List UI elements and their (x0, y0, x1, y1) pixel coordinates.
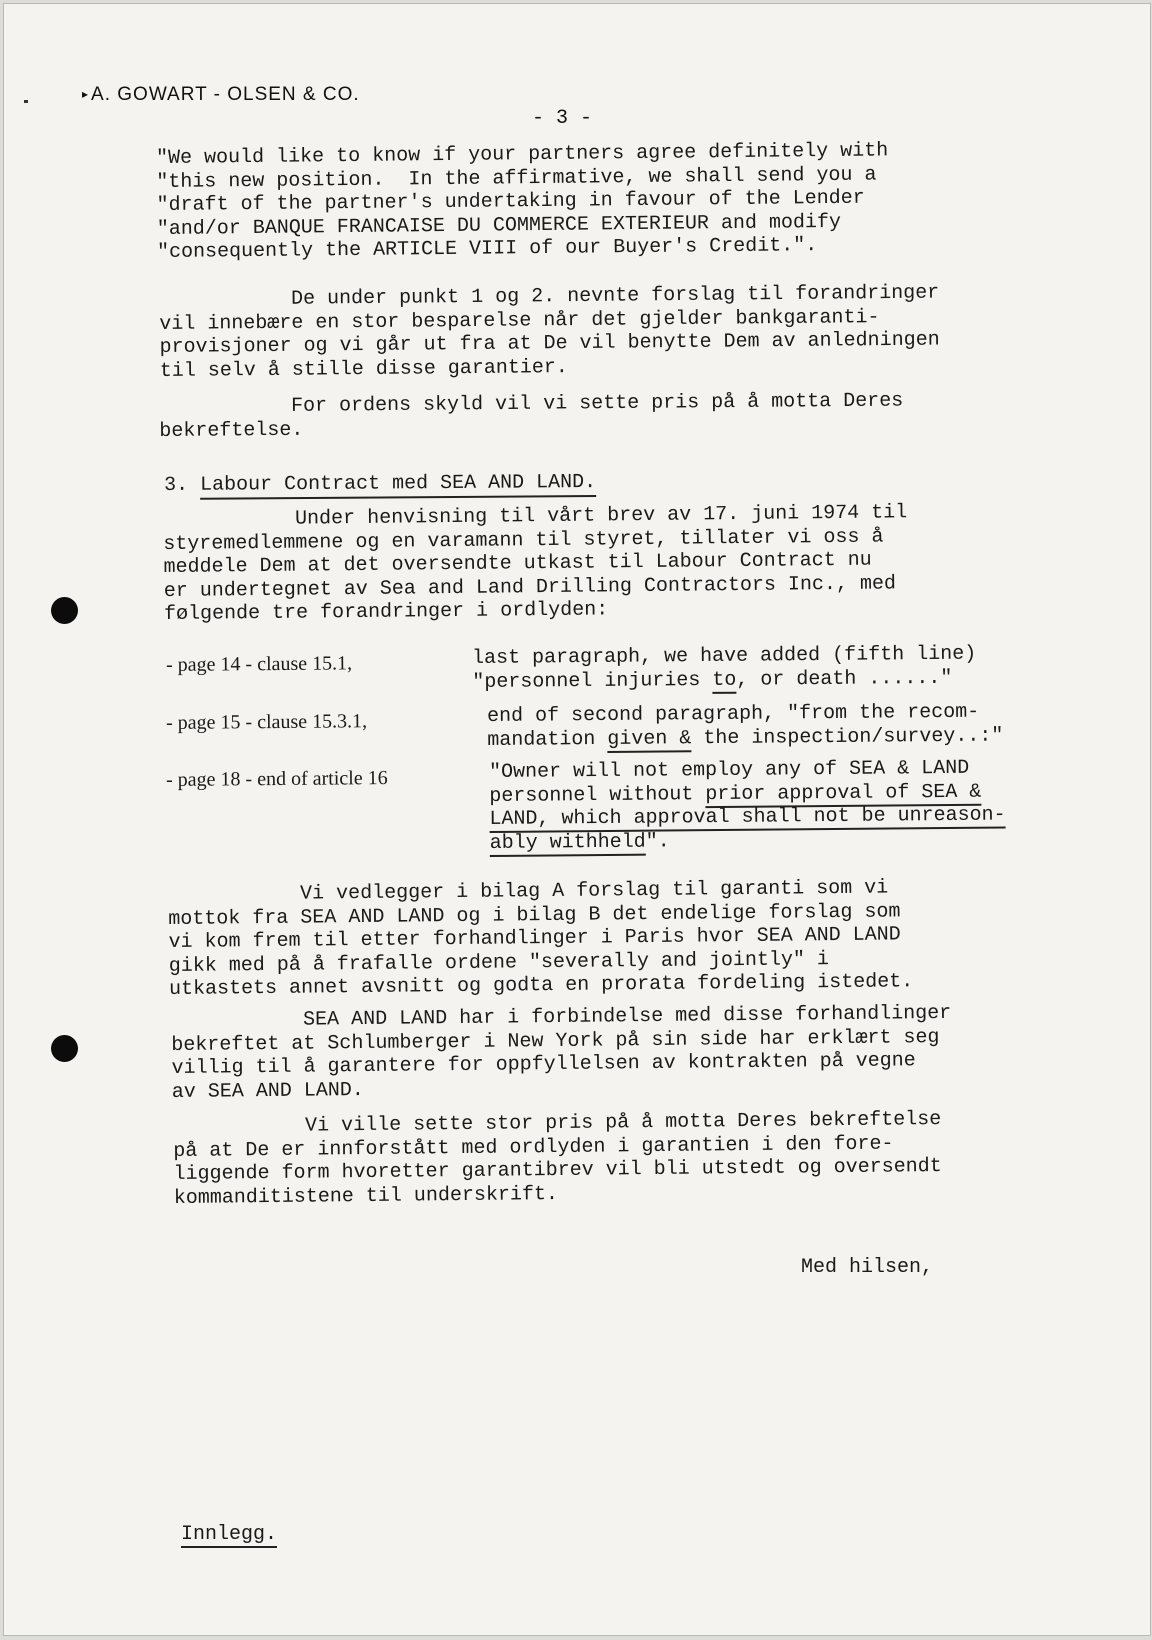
underlined-text: LAND, which approval shall not be unreason- (489, 803, 1006, 831)
text-line: bekreftet at Schlumberger i New York på sin side har erklært seg (171, 1025, 940, 1057)
clause-label-text: - page 14 - clause 15.1, (166, 652, 353, 676)
text-line: end of second paragraph, "from the recom- (487, 700, 980, 728)
underlined-text: prior approval of SEA & (705, 780, 982, 806)
text-line: vi kom frem til etter forhandlinger i Paris hvor SEA AND LAND (168, 923, 901, 954)
text-line: "draft of the partner's undertaking in favour of the Lender (156, 186, 865, 217)
underlined-text: ably withheld (489, 830, 646, 855)
clause-text (487, 700, 1003, 752)
clause-label-text: - page 18 - end of article 16 (166, 767, 388, 791)
text-line: følgende tre forandringer i ordlyden: (163, 598, 609, 626)
text-line (472, 666, 976, 694)
punch-hole (51, 1035, 78, 1062)
text-line: gikk med på å frafalle ordene "severally and jointly" i (168, 947, 830, 978)
text-line: styremedlemmene og en varamann til styret, tillater vi oss å (163, 524, 884, 556)
text-line: vil innebære en stor besparelse når det gjelder bankgaranti- (159, 305, 880, 336)
letterhead-marker: ▸ (82, 87, 90, 101)
text-line: utkastets annet avsnitt og godta en prorata fordeling istedet. (168, 970, 914, 1001)
clause-label (166, 767, 388, 793)
clause-label (166, 652, 352, 678)
text-line: "We would like to know if your partners agree definitely with (156, 139, 889, 170)
text-line (489, 803, 1005, 831)
paragraph-closing-request (173, 1108, 942, 1210)
enclosure-text: Innlegg. (181, 1523, 278, 1546)
text-line: meddele Dem at det oversendte utkast til Labour Contract nu (163, 548, 872, 579)
text-line: provisjoner og vi går ut fra at De vil benytte Dem av anledningen (159, 328, 940, 359)
letterhead (82, 84, 360, 106)
stray-mark (24, 100, 28, 103)
text-line: Vi ville sette stor pris på å motta Deres bekreftelse (173, 1107, 942, 1139)
text-line: kommanditistene til underskrift. (173, 1182, 559, 1210)
text-line: "consequently the ARTICLE VIII of our Buyer's Credit.". (156, 234, 818, 264)
text-line: mottok fra SEA AND LAND og i bilag B det endelige forslag som (168, 899, 901, 931)
enclosure-note (181, 1523, 277, 1546)
text-line: De under punkt 1 og 2. nevnte forslag til forandringer (159, 281, 940, 312)
underlined-text: given & (607, 726, 692, 751)
section-title: Labour Contract med SEA AND LAND. (200, 471, 596, 500)
clause-label-text: - page 15 - clause 15.3.1, (166, 710, 368, 734)
section-number: 3. (164, 473, 201, 497)
text-line: er undertegnet av Sea and Land Drilling Contractors Inc., med (163, 571, 897, 603)
section-heading (164, 471, 596, 497)
text-line: "and/or BANQUE FRANCAISE DU COMMERCE EXTERIEUR and modify (156, 210, 842, 241)
text-line: til selv å stille disse garantier. (159, 355, 568, 383)
text-segment: the inspection/survey..:" (691, 723, 1004, 750)
underlined-text: to (712, 668, 737, 692)
page-number: - 3 - (532, 107, 593, 130)
text-line: last paragraph, we have added (fifth line) (472, 642, 977, 670)
text-line: "Owner will not employ any of SEA & LAND (489, 756, 970, 784)
text-line: bekreftelse. (159, 418, 304, 443)
company-name: A. GOWART - OLSEN & CO. (91, 84, 360, 105)
paragraph-savings (159, 282, 940, 383)
text-line: av SEA AND LAND. (171, 1078, 364, 1104)
text-line: på at De er innforstått med ordlyden i garantien i den fore- (173, 1131, 894, 1163)
paragraph-schlumberger (171, 1002, 952, 1104)
text-segment: personnel without (489, 782, 706, 808)
paragraph-confirmation-request (159, 390, 904, 443)
document-page (3, 3, 1151, 1636)
text-line (487, 724, 1003, 752)
text-line: liggende form hvoretter garantibrev vil bli utstedt og oversendt (173, 1154, 942, 1186)
clause-label (166, 710, 367, 736)
text-segment: , or death ......" (736, 666, 953, 692)
text-line: "this new position. In the affirmative, we shall send you a (156, 162, 877, 194)
paragraph-labour-contract (163, 501, 908, 626)
text-line: Vi vedlegger i bilag A forslag til garanti som vi (168, 876, 889, 907)
clause-text (489, 756, 1006, 855)
quoted-paragraph (156, 139, 889, 264)
signoff: Med hilsen, (801, 1256, 934, 1279)
text-line: SEA AND LAND har i forbindelse med disse forhandlinger (171, 1001, 952, 1033)
text-segment: "personnel injuries (472, 668, 713, 694)
clause-text (472, 643, 976, 694)
punch-hole (51, 597, 78, 624)
paragraph-attachments (168, 876, 913, 1001)
text-segment: mandation (487, 727, 608, 752)
text-line: Under henvisning til vårt brev av 17. juni 1974 til (163, 501, 908, 532)
text-line: For ordens skyld vil vi sette pris på å motta Deres (159, 389, 904, 419)
text-line (490, 827, 1006, 855)
text-segment: ". (645, 829, 670, 854)
text-line: villig til å garantere for oppfyllelsen av kontrakten på vegne (171, 1049, 916, 1080)
